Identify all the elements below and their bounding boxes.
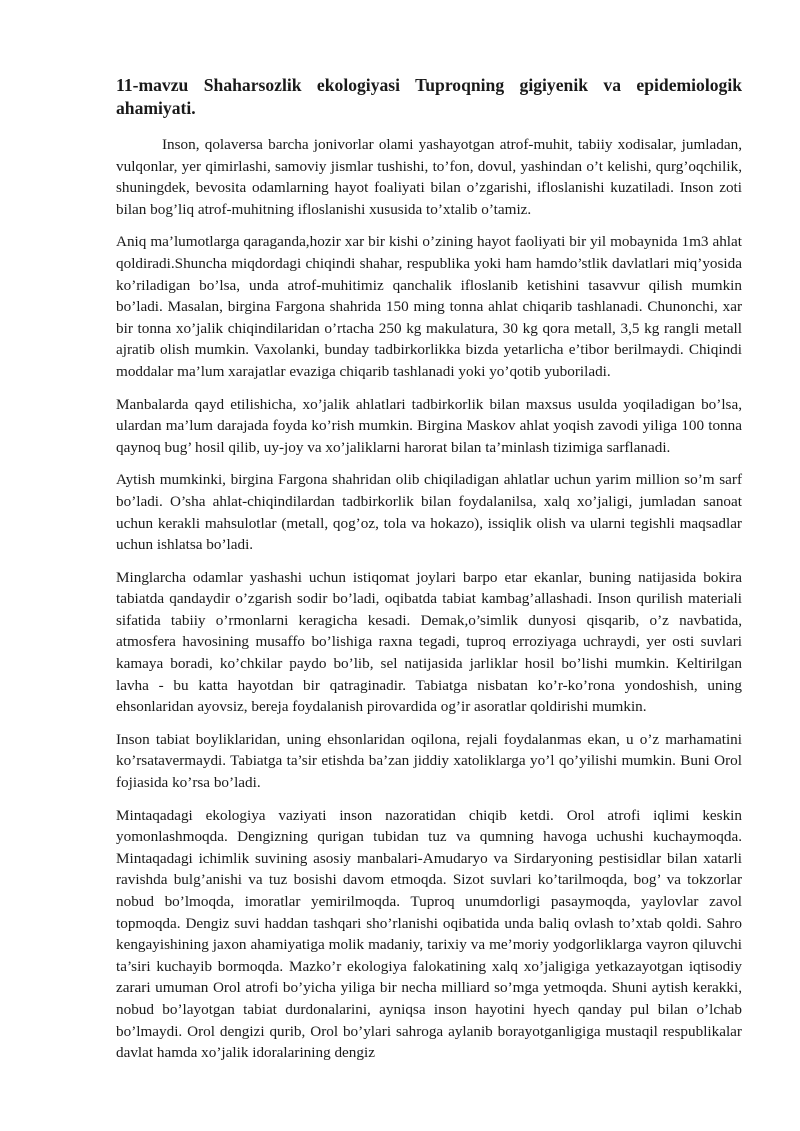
paragraph-nature-impact: Minglarcha odamlar yashashi uchun istiqomat joylari barpo etar ekanlar, buning natijasida bokira tabiatda qandaydir o’zgarish sodir bo’ladi, oqibatda tabiat kambag’allashadi. Inson qurilish materiali sifatida tabiiy o’rmonlarni keragicha kesadi. Demak,o’simlik dunyosi qisqarib, o’z navbatida, atmosfera havosining musaffo bo’lishiga raxna tegadi, tuproq erroziyaga uchraydi, yer osti suvlari kamaya boradi, ko’chkilar paydo bo’lib, sel natijasida jarliklar hosil bo’lishi mumkin. Keltirilgan lavha - bu katta hayotdan bir qatraginadir. Tabiatga nisbatan ko’r-ko’rona yondoshish, uning ehsonlaridan ayovsiz, bereja foydalanish pirovardida og’ir asoratlar qoldirishi mumkin.: [116, 568, 742, 716]
paragraph-intro: Inson, qolaversa barcha jonivorlar olami yashayotgan atrof-muhit, tabiiy xodisalar, jumladan, vulqonlar, yer qimirlashi, samoviy jismlar tushishi, to’fon, dovul, yashindan o’t kelishi, qurg’oqchilik, shuningdek, bevosita odamlarning hayot foaliyati bilan o’zgarishi, ifloslanishi kuzatiladi. Inson zoti bilan bog’liq atrof-muhitning ifloslanishi xususida to’xtalib o’tamiz.: [116, 136, 742, 218]
paragraph-waste-costs: Aytish mumkinki, birgina Fargona shahridan olib chiqiladigan ahlatlar uchun yarim million so’m sarf bo’ladi. O’sha ahlat-chiqindilardan tadbirkorlik bilan foydalanilsa, xalq xo’jaligi, jumladan sanoat uchun kerakli mahsulotlar (metall, qog’oz, tola va hokazo), issiqlik olish va ularni tegishli maqsadlar uchun ishlatsa bo’ladi.: [116, 471, 742, 554]
paragraph-waste-volume: Aniq ma’lumotlarga qaraganda,hozir xar bir kishi o’zining hayot faoliyati bir yil mobaynida 1m3 ahlat qoldiradi.Shuncha miqdordagi chiqindi shahar, respublika yoki ham hamdo’stlik davlatlari miq’yosida ko’riladigan bo’lsa, unda atrof-muhitimiz qanchalik ifloslanib ketishini tasavvur qilish mumkin bo’ladi. Masalan, birgina Fargona shahrida 150 ming tonna ahlat chiqarib tashlanadi. Chunonchi, xar bir tonna xo’jalik chiqindilaridan o’rtacha 250 kg makulatura, 30 kg qora metall, 3,5 kg rangli metall ajratib olish mumkin. Vaxolanki, bunday tadbirkorlikka bizda yetarlicha e’tibor berilmaydi. Chiqindi moddalar ma’lum xarajatlar evaziga chiqarib tashlanadi yoki yo’qotib yuboriladi.: [116, 233, 742, 380]
paragraph-aral-crisis: Mintaqadagi ekologiya vaziyati inson nazoratidan chiqib ketdi. Orol atrofi iqlimi keskin yomonlashmoqda. Dengizning qurigan tubidan tuz va qumning havoga uchushi kuchaymoqda. Mintaqadagi ichimlik suvining asosiy manbalari-Amudaryo va Sirdaryoning pestisidlar bilan xatarli ravishda bulg’anishi va tuz bosishi davom etmoqda. Sizot suvlari ko’tarilmoqda, bog’ va tokzorlar nobud bo’lmoqda, imoratlar yemirilmoqda. Tuproq unumdorligi pasaymoqda, yaylovlar zavol topmoqda. Dengiz suvi haddan tashqari sho’rlanishi oqibatida unda baliq ovlash to’xtab qoldi. Sahro kengayishining jaxon ahamiyatiga molik madaniy, tarixiy va me’moriy yodgorliklarga vayron qiluvchi ta’siri kuchayib bormoqda. Mazko’r ekologiya falokatining xalq xo’jaligiga yetkazayotgan iqtisodiy zarari umuman Orol atrofi bo’yicha yiliga bir necha milliard so’mga yetmoqda. Shuni aytish kerakki, nobud bo’layotgan tabiat durdonalarini, ayniqsa inson hayotini hyech qanday pul bilan o’lchab bo’lmaydi. Orol dengizi qurib, Orol bo’ylari sahroga aylanib borayotganligiga mustaqil respublikalar davlat hamda xo’jalik idoralarining dengiz: [116, 806, 742, 1062]
paragraph-waste-incineration: Manbalarda qayd etilishicha, xo’jalik ahlatlari tadbirkorlik bilan maxsus usulda yoqiladigan bo’lsa, ulardan ma’lum darajada foyda ko’rish mumkin. Birgina Maskov ahlat yoqish zavodi yiliga 100 tonna qaynoq bug’ hosil qilib, uy-joy va xo’jaliklarni harorat bilan ta’minlash tizimiga sarflanadi.: [116, 395, 742, 456]
paragraph-rational-use: Inson tabiat boyliklaridan, uning ehsonlaridan oqilona, rejali foydalanmas ekan, u o’z marhamatini ko’rsatavermaydi. Tabiatga ta’sir etishda ba’zan jiddiy xatoliklarga yo’l qo’yilishi mumkin. Buni Orol fojiasida ko’rsa bo’ladi.: [116, 730, 742, 792]
document-title: 11-mavzu Shaharsozlik ekologiyasi Tuproqning gigiyenik va epidemiologik ahamiyati.: [116, 75, 742, 118]
